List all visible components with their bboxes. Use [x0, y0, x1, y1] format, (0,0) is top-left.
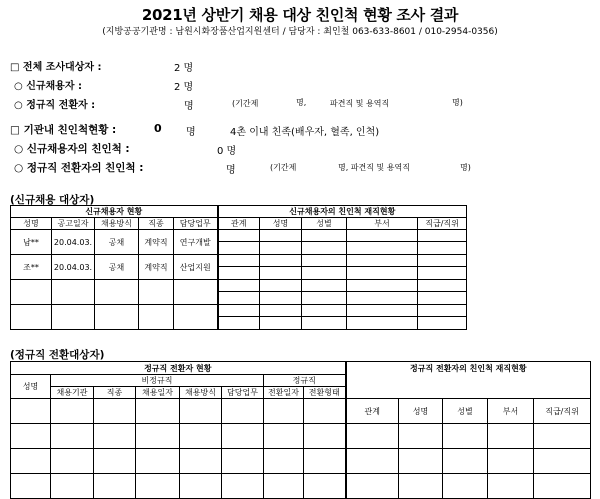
conversions-col-header: 담당업무 [222, 387, 264, 399]
page-title: 2021년 상반기 채용 대상 친인척 현황 조사 결과 [141, 6, 459, 24]
new-hires-col-header: 성별 [302, 218, 347, 230]
new-hire-cell: 계약직 [139, 230, 174, 255]
page-subtitle: (지방공공기관명 : 남원시화장품산업지원센터 / 담당자 : 최인철 063-633-8601 / 010-2954-0356) [102, 27, 498, 37]
new-hires-col-header: 공고일자 [52, 218, 95, 230]
rel-conv-detail-a: (기간제 [270, 163, 297, 172]
conv-unit: 명 [184, 101, 194, 112]
conversions-col-header: 성명 [399, 399, 443, 424]
rel-conv-label: ○ 정규직 전환자의 친인척 : [14, 162, 144, 174]
rel-label: □ 기관내 친인척현황 : [10, 124, 117, 136]
new-hires-group-right: 신규채용자의 친인척 재직현황 [218, 206, 467, 218]
conversions-col-header: 전환형태 [304, 387, 346, 399]
conversions-name-header: 성명 [11, 375, 51, 399]
new-hire-relative-cell [218, 230, 260, 242]
new-hires-table [10, 205, 467, 330]
new-hire-cell: 조** [11, 255, 52, 280]
rel-unit: 명 [186, 127, 196, 138]
conversions-group-left: 정규직 전환자 현황 [11, 362, 346, 375]
new-hires-col-header: 성명 [11, 218, 52, 230]
total-value: 2 명 [174, 63, 194, 74]
new-hire-cell: 남** [11, 230, 52, 255]
conversion-cell [11, 424, 51, 449]
new-hire-cell: 계약직 [139, 255, 174, 280]
new-hire-cell [11, 280, 52, 305]
conversions-col-header: 채용기관 [51, 387, 94, 399]
new-hires-col-header: 직종 [139, 218, 174, 230]
new-value: 2 명 [174, 82, 194, 93]
conversions-irregular-header: 비정규직 [51, 375, 264, 387]
new-hires-col-header: 관계 [218, 218, 260, 230]
total-label: □ 전체 조사대상자 : [10, 62, 102, 73]
conv-detail-c: 파견직 및 용역직 [330, 99, 390, 108]
conversions-col-header: 직종 [94, 387, 136, 399]
new-hires-col-header: 부서 [347, 218, 418, 230]
conv-detail-b: 명, [296, 98, 307, 107]
conversions-col-header: 채용방식 [180, 387, 222, 399]
conversions-col-header: 관계 [346, 399, 399, 424]
conversions-regular-header: 정규직 [264, 375, 346, 387]
conversions-col-header: 부서 [488, 399, 534, 424]
rel-value: 0 [154, 122, 162, 135]
new-hires-group-left: 신규채용자 현황 [11, 206, 218, 218]
conv-label: ○ 정규직 전환자 : [14, 100, 96, 111]
conversion-cell [11, 474, 51, 499]
conversion-cell [11, 449, 51, 474]
new-hire-cell: 20.04.03. [52, 230, 95, 255]
new-hires-col-header: 성명 [260, 218, 302, 230]
rel-conv-detail-b: 명, 파견직 및 용역직 [338, 163, 410, 172]
new-label: ○ 신규채용자 : [14, 81, 82, 92]
rel-new-label: ○ 신규채용자의 친인척 : [14, 143, 130, 155]
rel-new-value: 0 명 [217, 146, 237, 157]
new-hire-cell [11, 305, 52, 330]
new-hire-cell: 20.04.03. [52, 255, 95, 280]
new-hire-cell: 공채 [95, 230, 139, 255]
conversions-col-header: 채용일자 [136, 387, 180, 399]
new-hire-cell: 연구개발 [174, 230, 218, 255]
rel-conv-unit: 명 [226, 165, 236, 176]
conversions-table [10, 361, 591, 499]
conversions-col-header: 직급/직위 [534, 399, 591, 424]
rel-conv-detail-c: 명) [460, 163, 471, 172]
conversions-group-right: 정규직 전환자의 친인척 재직현황 [346, 362, 591, 399]
conv-detail-a: (기간제 [232, 99, 259, 108]
new-hire-cell: 산업지원 [174, 255, 218, 280]
conv-detail-d: 명) [452, 98, 463, 107]
conversions-section-title: (정규직 전환대상자) [10, 349, 105, 361]
new-hires-col-header: 담당업무 [174, 218, 218, 230]
conversions-col-header: 성별 [443, 399, 488, 424]
new-hires-col-header: 직급/직위 [418, 218, 467, 230]
new-hires-section-title: (신규채용 대상자) [10, 194, 95, 206]
new-hire-cell: 공채 [95, 255, 139, 280]
new-hires-col-header: 채용방식 [95, 218, 139, 230]
conversions-col-header: 전환일자 [264, 387, 304, 399]
rel-scope: 4촌 이내 친족(배우자, 혈족, 인척) [230, 127, 380, 138]
